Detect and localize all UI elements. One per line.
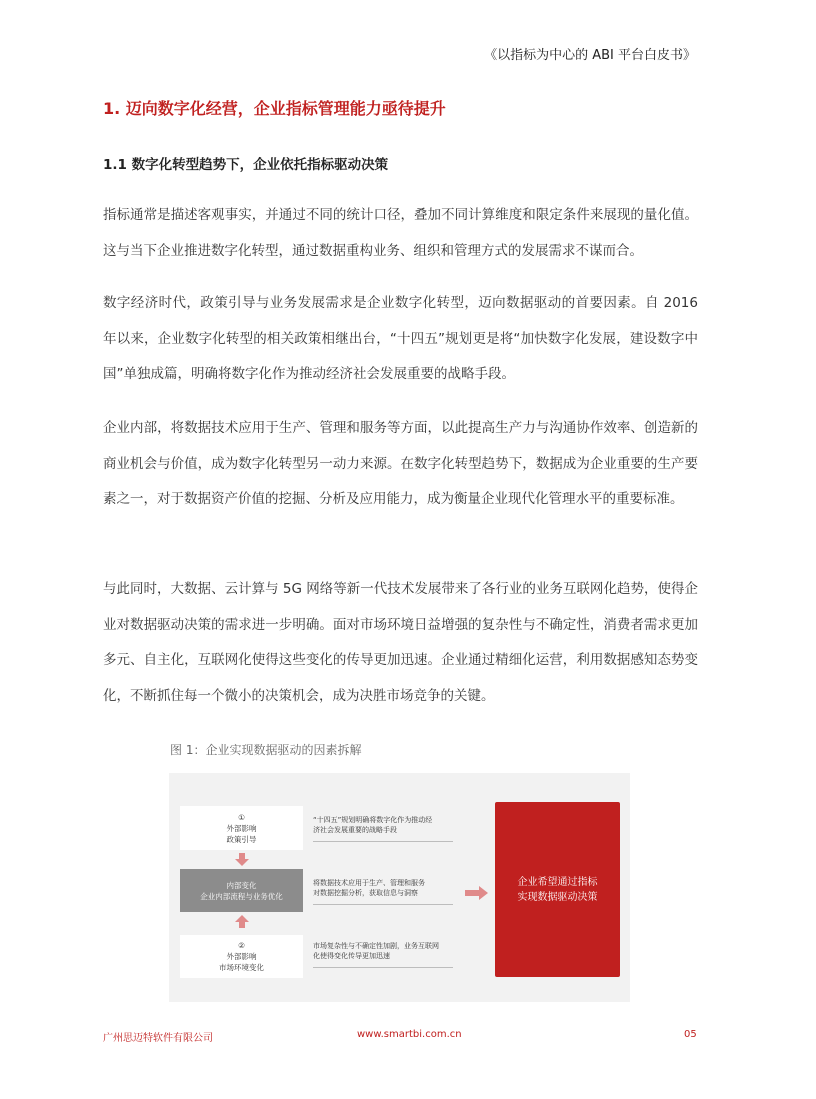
factor-description-line: “十四五”规划明确将数字化作为推动经 xyxy=(313,816,433,824)
result-line: 企业希望通过指标 xyxy=(517,876,598,888)
subsection-heading: 1.1 数字化转型趋势下，企业依托指标驱动决策 xyxy=(103,157,389,173)
factor-box-title: 内部变化 xyxy=(226,880,257,890)
result-line: 实现数据驱动决策 xyxy=(517,891,598,903)
arrow-down-icon xyxy=(235,853,249,867)
factor-number: ② xyxy=(238,941,245,950)
footer-company: 广州思迈特软件有限公司 xyxy=(103,1033,213,1044)
factor-description-line: 化使得变化传导更加迅速 xyxy=(313,952,390,960)
paragraph-2: 数字经济时代，政策引导与业务发展需求是企业数字化转型，迈向数据驱动的首要因素。自 2016 年以来，企业数字化转型的相关政策相继出台，“十四五”规划更是将“加快数字化发展，建设数字中国”单独成篇，明确将数字化作为推动经济社会发展重要的战略手段。 xyxy=(103,295,698,383)
result-box xyxy=(495,802,620,977)
paragraph-3: 企业内部，将数据技术应用于生产、管理和服务等方面，以此提高生产力与沟通协作效率、创造新的商业机会与价值，成为数字化转型另一动力来源。在数字化转型趋势下，数据成为企业重要的生产要素之一，对于数据资产价值的挖掘、分析及应用能力，成为衡量企业现代化管理水平的重要标准。 xyxy=(103,420,698,508)
factor-description-internal xyxy=(313,878,453,905)
factor-description-policy xyxy=(313,815,453,842)
factor-description-market xyxy=(313,941,453,968)
factor-box-market xyxy=(180,935,303,978)
paragraph-1: 指标通常是描述客观事实，并通过不同的统计口径，叠加不同计算维度和限定条件来展现的量化值。这与当下企业推进数字化转型，通过数据重构业务、组织和管理方式的发展需求不谋而合。 xyxy=(103,207,698,259)
figure-caption: 图 1：企业实现数据驱动的因素拆解 xyxy=(170,743,362,757)
factor-box-internal xyxy=(180,869,303,912)
factor-box-subtitle: 企业内部流程与业务优化 xyxy=(200,891,283,901)
paragraph-4: 与此同时，大数据、云计算与 5G 网络等新一代技术发展带来了各行业的业务互联网化趋势，使得企业对数据驱动决策的需求进一步明确。面对市场环境日益增强的复杂性与不确定性，消费者需求更加多元、自主化，互联网化使得这些变化的传导更加迅速。企业通过精细化运营，利用数据感知态势变化，不断抓住每一个微小的决策机会，成为决胜市场竞争的关键。 xyxy=(103,581,698,704)
page-number: 05 xyxy=(684,1029,697,1040)
section-heading: 1. 迈向数字化经营，企业指标管理能力亟待提升 xyxy=(103,99,446,118)
factor-number: ① xyxy=(238,812,245,822)
document-title: 《以指标为中心的 ABI 平台白皮书》 xyxy=(484,48,696,63)
factor-box-subtitle: 政策引导 xyxy=(226,834,257,844)
factor-box-subtitle: 市场环境变化 xyxy=(219,963,264,972)
factor-description-line: 市场复杂性与不确定性加剧，业务互联网 xyxy=(313,942,439,950)
factor-box-policy xyxy=(180,806,303,850)
figure-diagram xyxy=(169,773,630,1002)
factor-description-line: 对数据挖掘分析，获取信息与洞察 xyxy=(313,889,418,897)
footer-website[interactable]: www.smartbi.com.cn xyxy=(357,1029,462,1040)
factor-box-title: 外部影响 xyxy=(226,952,257,961)
factor-box-title: 外部影响 xyxy=(226,823,257,833)
arrow-up-icon xyxy=(235,915,249,929)
factor-description-line: 济社会发展重要的战略手段 xyxy=(313,826,397,834)
arrow-right-icon xyxy=(465,886,489,900)
factor-description-line: 将数据技术应用于生产、管理和服务 xyxy=(313,879,425,887)
